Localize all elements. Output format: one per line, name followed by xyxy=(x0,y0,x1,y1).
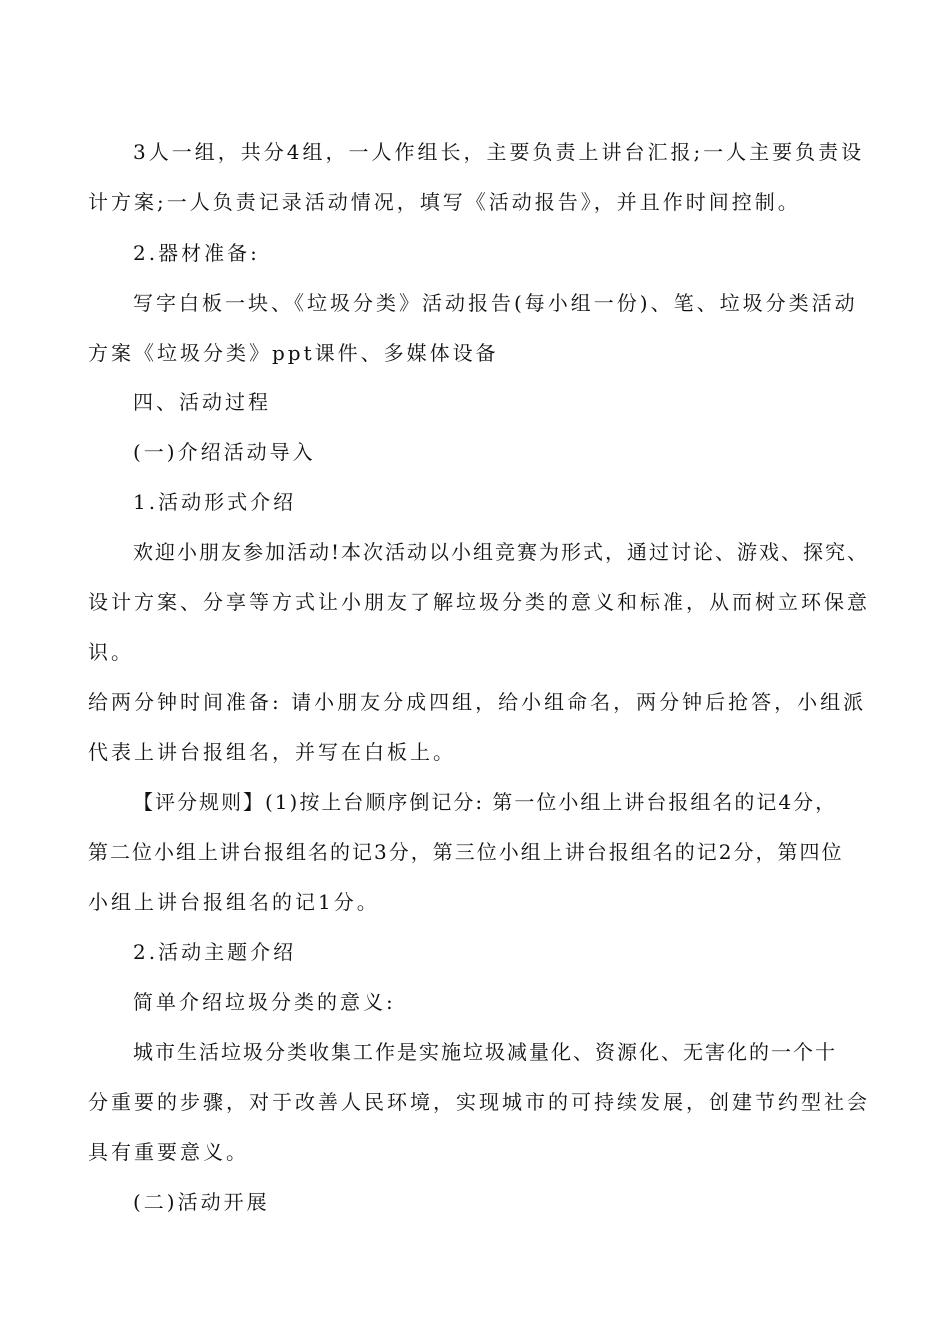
body-text-line: 城市生活垃圾分类收集工作是实施垃圾减量化、资源化、无害化的一个十 xyxy=(133,1040,837,1064)
body-text-line: 3人一组，共分4组，一人作组长，主要负责上讲台汇报;一人主要负责设 xyxy=(133,140,865,164)
body-text-line: 写字白板一块、《垃圾分类》活动报告(每小组一份)、笔、垃圾分类活动 xyxy=(133,291,858,315)
body-text-line: 欢迎小朋友参加活动!本次活动以小组竞赛为形式，通过讨论、游戏、探究、 xyxy=(133,540,870,564)
section-heading: 2.活动主题介绍 xyxy=(133,940,297,964)
body-text-line: 【评分规则】(1)按上台顺序倒记分: 第一位小组上讲台报组名的记4分， xyxy=(133,790,838,814)
section-heading: 1.活动形式介绍 xyxy=(133,490,297,514)
section-heading: 2.器材准备: xyxy=(133,241,260,265)
body-text-line: 分重要的步骤，对于改善人民环境，实现城市的可持续发展，创建节约型社会 xyxy=(88,1090,870,1114)
body-text-line: 设计方案、分享等方式让小朋友了解垃圾分类的意义和标准，从而树立环保意 xyxy=(88,590,870,614)
body-text-line: 第二位小组上讲台报组名的记3分，第三位小组上讲台报组名的记2分，第四位 xyxy=(88,840,844,864)
body-text-line: 小组上讲台报组名的记1分。 xyxy=(88,890,380,914)
body-text-line: 计方案;一人负责记录活动情况，填写《活动报告》，并且作时间控制。 xyxy=(88,190,801,214)
body-text-line: 简单介绍垃圾分类的意义: xyxy=(133,990,396,1014)
body-text-line: 代表上讲台报组名，并写在白板上。 xyxy=(88,740,456,764)
body-text-line: 识。 xyxy=(88,640,134,664)
body-text-line: 具有重要意义。 xyxy=(88,1140,249,1164)
body-text-line: 方案《垃圾分类》ppt课件、多媒体设备 xyxy=(88,341,499,365)
section-heading: (一)介绍活动导入 xyxy=(133,440,316,464)
section-heading: (二)活动开展 xyxy=(133,1190,270,1214)
body-text-line: 给两分钟时间准备: 请小朋友分成四组，给小组命名，两分钟后抢答，小组派 xyxy=(88,690,867,714)
section-heading: 四、活动过程 xyxy=(133,390,271,414)
